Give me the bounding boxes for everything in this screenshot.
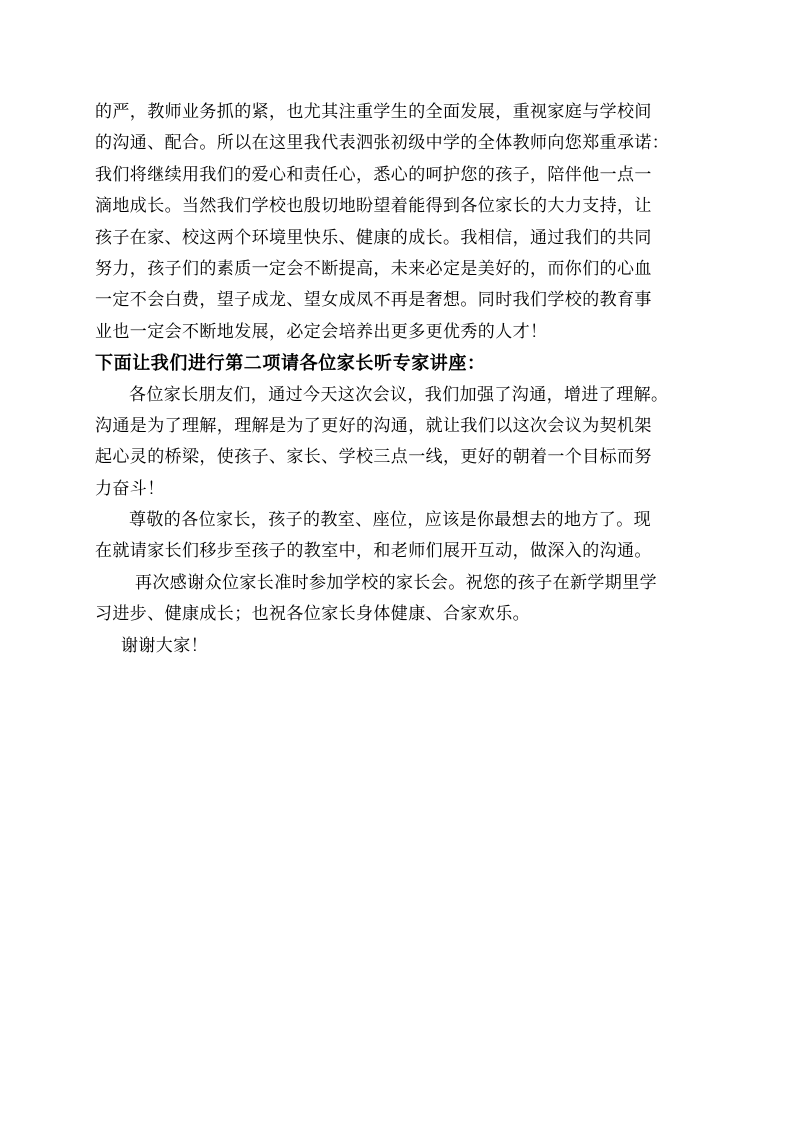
text-line: 沟通是为了理解，理解是为了更好的沟通，就让我们以这次会议为契机架 [95, 415, 652, 436]
text-line: 再次感谢众位家长准时参加学校的家长会。祝您的孩子在新学期里学 [135, 572, 657, 593]
text-line: 习进步、健康成长；也祝各位家长身体健康、合家欢乐。 [95, 604, 530, 625]
paragraph-commitment [95, 97, 707, 348]
text-line: 在就请家长们移步至孩子的教室中，和老师们展开互动，做深入的沟通。 [95, 541, 652, 562]
document-page [95, 97, 707, 662]
paragraph-communication [95, 380, 707, 506]
text-line: 的沟通、配合。所以在这里我代表泗张初级中学的全体教师向您郑重承诺： [95, 133, 670, 154]
text-line: 起心灵的桥梁，使孩子、家长、学校三点一线，更好的朝着一个目标而努 [95, 447, 652, 468]
text-line: 滴地成长。当然我们学校也殷切地盼望着能得到各位家长的大力支持，让 [95, 196, 652, 217]
text-line: 力奋斗！ [95, 478, 165, 499]
text-line: 各位家长朋友们，通过今天这次会议，我们加强了沟通，增进了理解。 [129, 384, 669, 405]
text-line: 业也一定会不断地发展，必定会培养出更多更优秀的人才！ [95, 321, 548, 342]
closing-line: 谢谢大家！ [121, 635, 208, 656]
text-line: 孩子在家、校这两个环境里快乐、健康的成长。我相信，通过我们的共同 [95, 227, 652, 248]
paragraph-thanks [95, 568, 707, 631]
text-line: 尊敬的各位家长，孩子的教室、座位，应该是你最想去的地方了。现 [129, 510, 651, 531]
text-line: 一定不会白费，望子成龙、望女成凤不再是奢想。同时我们学校的教育事 [95, 290, 652, 311]
text-line: 我们将继续用我们的爱心和责任心，悉心的呵护您的孩子，陪伴他一点一 [95, 164, 652, 185]
text-line: 努力，孩子们的素质一定会不断提高，未来必定是美好的，而你们的心血 [95, 258, 652, 279]
section-heading: 下面让我们进行第二项请各位家长听专家讲座： [95, 353, 486, 375]
paragraph-classroom [95, 505, 707, 568]
text-line: 的严，教师业务抓的紧，也尤其注重学生的全面发展，重视家庭与学校间 [95, 102, 652, 122]
